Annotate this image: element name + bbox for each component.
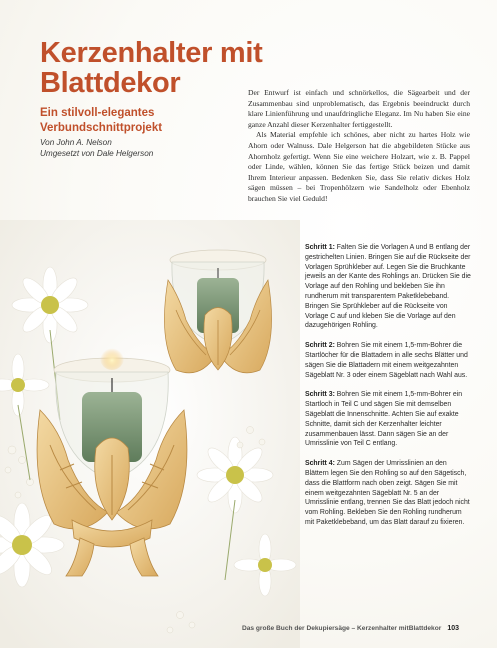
adapted-by-line: Umgesetzt von Dale Helgerson (40, 149, 154, 158)
step-3 (305, 390, 471, 449)
page-number: 103 (447, 625, 459, 632)
back-candle-holder (164, 250, 271, 373)
article-title: Kerzenhalter mit Blattdekor (40, 37, 263, 99)
intro-text (248, 88, 470, 205)
article-credits (40, 137, 230, 159)
intro-paragraph: Der Entwurf ist einfach und schnörkellos, die Sägearbeit und der Zusammenbau sind unproblematisch, das Ergebnis beeindruckt durch klare Linienführung und unaufdringliche Eleganz. Im Nu haben Sie eine ganze Anzahl dieser Kerzenhalter fertiggestellt. (248, 88, 470, 129)
step-label: Schritt 3: (305, 391, 335, 399)
step-1 (305, 243, 471, 331)
article-subtitle: Ein stilvoll-elegantes Verbundschnittprojekt (40, 107, 163, 134)
author-line: Von John A. Nelson (40, 138, 112, 147)
step-label: Schritt 2: (305, 342, 335, 350)
page-footer (242, 625, 459, 632)
step-text: Falten Sie die Vorlagen A und B entlang der gestrichelten Linien. Bringen Sie auf die Rückseite der Vorlagen Sprühkleber auf. Legen Sie die Bruchkante jeweils an der Kante des Rohlings an. Drücken Sie die Vorlage auf den Rohling und bekleben Sie ihn rundherum mit transparentem Paketklebeband. Bringen Sie Sprühkleber auf die Rückseite von Vorlage C auf und kleben Sie die Vorlage auf den dazugehörigen Rohling. (305, 244, 471, 330)
step-4 (305, 459, 471, 528)
intro-paragraph: Als Material empfehle ich schönes, aber nicht zu hartes Holz wie Ahorn oder Walnuss. Dale Helgerson hat die abgebildeten Stücke aus Ahornholz gefertigt. Wenn Sie eine weichere Holzart, wie z. B. Pappel oder Linde, wählen, können Sie das fertige Stück beizen und damit Ihrem Interieur anpassen. Bedenken Sie, dass Sie relativ dickes Holz sägen müssen – bei Tropenhölzern wie Sandelholz oder Ebenholz brauchen Sie viel Geduld! (248, 130, 470, 203)
running-title: Das große Buch der Dekupiersäge – Kerzenhalter mitBlattdekor (241, 625, 442, 632)
step-2 (305, 341, 471, 380)
step-label: Schritt 4: (305, 460, 335, 468)
candle-holders-photo (0, 220, 300, 648)
step-text: Bohren Sie mit einem 1,5-mm-Bohrer die Startlöcher für die Blattadern in alle sechs Blätter und sägen Sie die Blattadern mit einem weitgezahnten Sägeblatt Nr. 3 oder einem Sägeblatt nach Wahl aus. (305, 342, 468, 379)
step-label: Schritt 1: (305, 244, 335, 251)
instruction-steps (305, 243, 471, 538)
step-text: Bohren Sie mit einem 1,5-mm-Bohrer ein Startloch in Teil C und sägen Sie mit demselben Sägeblatt die Innenschnitte. Achten Sie auf exakte Schnitte, damit sich der Kerzenhalter leichter zusammenbauen lässt. Dann sägen Sie an der Umrisslinie von Teil C entlang. (305, 391, 463, 448)
step-text: Zum Sägen der Umrisslinien an den Blättern legen Sie den Rohling so auf den Sägetisch, dass die Blattform nach oben zeigt. Sägen Sie mit einem weitgezahnten Sägeblatt Nr. 5 an der Umrisslinie entlang, trennen Sie das Blatt jedoch nicht vom Rohling. Bekleben Sie den Rohling rundherum mit Paketklebeband, um das Blatt darauf zu fixieren. (305, 460, 470, 526)
